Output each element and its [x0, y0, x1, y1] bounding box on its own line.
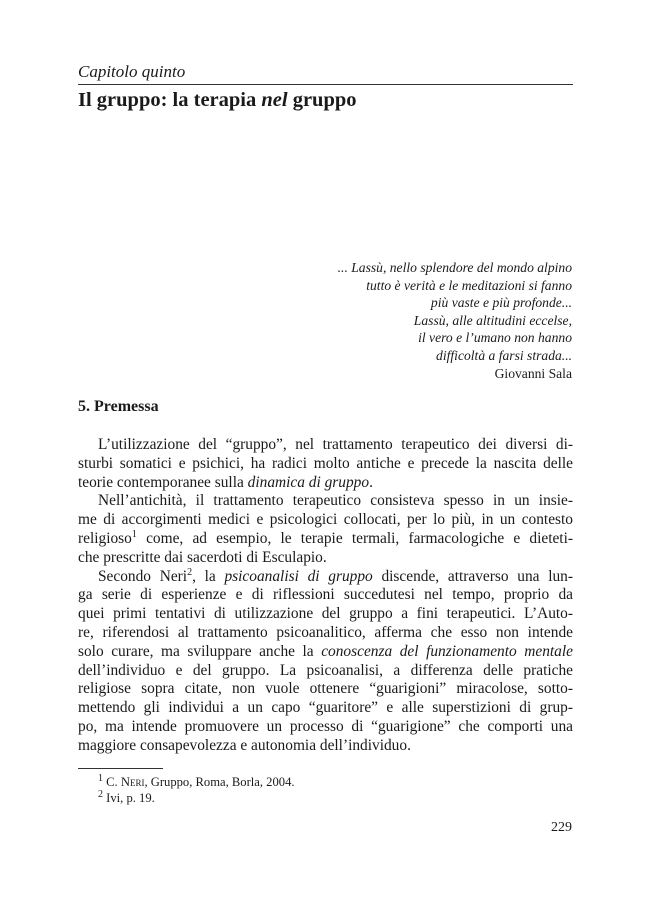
- text-segment: religiose sopra citate, non vuole ottenere “guarigioni” miracolose, sotto-: [78, 680, 573, 698]
- footnote-ref: 1: [131, 528, 137, 540]
- text-segment: , Roma, Borla, 2004.: [189, 775, 295, 789]
- body-line: [78, 455, 573, 474]
- chapter-label: Capitolo quinto: [78, 62, 186, 81]
- text-segment: Secondo Neri: [98, 567, 188, 585]
- footnote: [98, 774, 295, 790]
- text-segment: po, ma intende promuovere un processo di “guarigione” che comporti una: [78, 717, 573, 735]
- body-line: [78, 662, 573, 681]
- header-rule: [78, 84, 573, 85]
- text-segment: quei primi tentativi di utilizzazione del gruppo a fini terapeutici. L’Auto-: [78, 605, 573, 623]
- text-segment: Ivi, p. 19.: [106, 791, 155, 805]
- body-line: [78, 699, 573, 718]
- text-segment: dell’individuo e del gruppo. La psicoanalisi, a differenza delle pratiche: [78, 661, 573, 679]
- body-line: [78, 492, 573, 511]
- body-line: [78, 680, 573, 699]
- body-line: [78, 605, 573, 624]
- epigraph: [338, 259, 572, 382]
- title-text: gruppo: [287, 89, 357, 111]
- text-segment: come, ad esempio, le terapie termali, farmacologiche e dieteti-: [136, 529, 573, 547]
- text-segment: discende, attraverso una lun-: [372, 567, 573, 585]
- text-segment: conoscenza del funzionamento mentale: [321, 642, 573, 660]
- body-line: [78, 737, 573, 756]
- text-segment: re, riferendosi al trattamento psicoanalitico, afferma che esso non intende: [78, 623, 573, 641]
- text-segment: psicoanalisi di gruppo: [224, 567, 373, 585]
- chapter-title: [78, 89, 357, 112]
- text-segment: Gruppo: [150, 775, 190, 789]
- text-segment: teorie contemporanee sulla: [78, 473, 248, 491]
- footnote-rule: [78, 768, 163, 769]
- text-segment: religioso: [78, 529, 132, 547]
- body-line: [78, 549, 573, 568]
- text-segment: maggiore consapevolezza e autonomia dell’individuo.: [78, 736, 411, 754]
- body-text: [78, 436, 573, 756]
- text-segment: C.: [106, 775, 121, 789]
- epigraph-line: difficoltà a farsi strada...: [436, 347, 572, 363]
- footnote-ref: 2: [187, 566, 193, 578]
- text-segment: sturbi somatici e psichici, ha radici molto antiche e precede la nascita delle: [78, 454, 573, 472]
- section-heading: 5. Premessa: [78, 398, 159, 415]
- text-segment: che prescritte dai sacerdoti di Esculapio.: [78, 548, 327, 566]
- footnote-number: 1: [98, 772, 103, 784]
- body-line: [78, 718, 573, 737]
- text-segment: dinamica di gruppo: [247, 473, 370, 491]
- footnotes: [98, 774, 295, 806]
- epigraph-author: Giovanni Sala: [494, 365, 572, 381]
- text-segment: mettendo gli individui a un capo “guaritore” e alle superstizioni di grup-: [78, 699, 573, 717]
- text-segment: ,: [144, 775, 151, 789]
- body-line: [78, 568, 573, 587]
- title-text: Il gruppo: la terapia: [78, 89, 262, 111]
- epigraph-line: il vero e l’umano non hanno: [418, 330, 572, 346]
- text-segment: Nell’antichità, il trattamento terapeutico consisteva spesso in un insie-: [98, 492, 573, 510]
- text-segment: me di accorgimenti medici e psicologici collocati, per lo più, in un contesto: [78, 511, 573, 529]
- page-number: 229: [551, 820, 572, 835]
- text-segment: solo curare, ma sviluppare anche la: [78, 642, 322, 660]
- text-segment: ga serie di esperienze e di riflessioni succedutesi nel tempo, proprio da: [78, 586, 573, 604]
- body-line: [78, 624, 573, 643]
- epigraph-line: ... Lassù, nello splendore del mondo alpino: [337, 260, 572, 275]
- epigraph-line: più vaste e più profonde...: [430, 295, 572, 311]
- body-line: [78, 530, 573, 549]
- body-line: [78, 474, 573, 493]
- text-segment: .: [369, 473, 373, 491]
- text-segment: L’utilizzazione del “gruppo”, nel trattamento terapeutico dei diversi di-: [98, 436, 573, 453]
- footnote-number: 2: [98, 788, 103, 800]
- body-line: [78, 511, 573, 530]
- epigraph-line: Lassù, alle altitudini eccelse,: [413, 312, 572, 328]
- body-line: [78, 586, 573, 605]
- epigraph-line: tutto è verità e le meditazioni si fanno: [366, 277, 572, 293]
- body-line: [78, 436, 573, 455]
- text-segment: Neri: [120, 775, 145, 789]
- footnote: [98, 790, 295, 806]
- body-line: [78, 643, 573, 662]
- text-segment: , la: [192, 567, 225, 585]
- title-italic: nel: [261, 89, 288, 111]
